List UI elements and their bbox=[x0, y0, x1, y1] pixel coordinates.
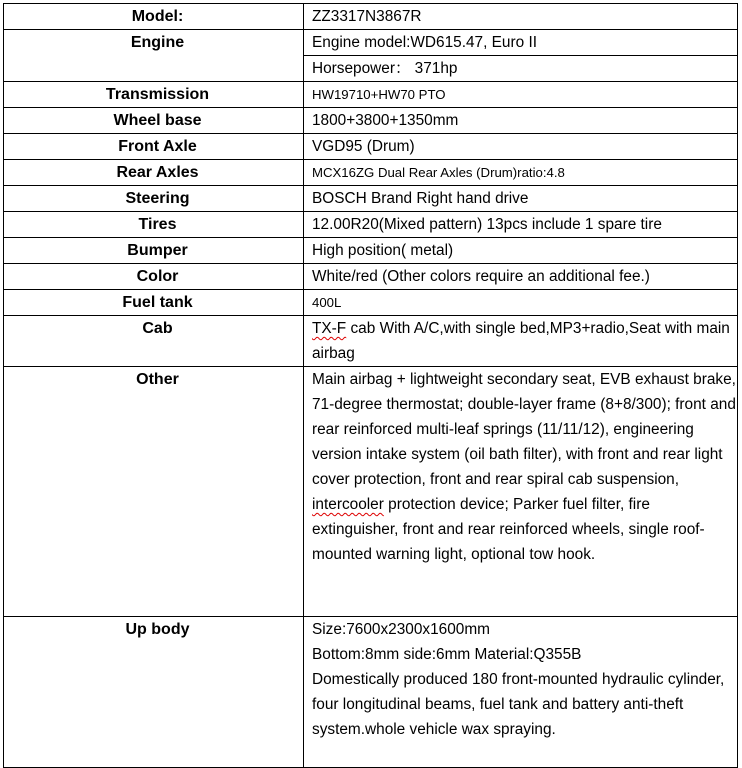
row-value-other bbox=[304, 367, 738, 617]
table-row bbox=[4, 290, 738, 316]
table-row bbox=[4, 238, 738, 264]
row-label-model: Model: bbox=[4, 4, 304, 30]
table-row bbox=[4, 108, 738, 134]
other-text-part-1: Main airbag + lightweight secondary seat, EVB exhaust brake, 71-degree thermostat; double-layer frame (8+8/300); front and rear reinforced multi-leaf springs (11/11/12), engineering version intake system (oil bath filter), with front and rear light cover protection, front and rear spiral cab suspension, bbox=[312, 371, 736, 488]
spec-table bbox=[3, 3, 738, 768]
row-value-wheel-base: 1800+3800+1350mm bbox=[304, 108, 738, 134]
table-row bbox=[4, 617, 738, 768]
row-value-model: ZZ3317N3867R bbox=[304, 4, 738, 30]
table-row bbox=[4, 134, 738, 160]
table-row bbox=[4, 264, 738, 290]
table-row bbox=[4, 316, 738, 367]
row-value-steering: BOSCH Brand Right hand drive bbox=[304, 186, 738, 212]
other-text-part-2: protection device; Parker fuel filter, fire extinguisher, front and rear reinforced wheels, single roof-mounted warning light, optional tow hook. bbox=[312, 496, 705, 563]
row-value-color: White/red (Other colors require an additional fee.) bbox=[304, 264, 738, 290]
row-value-transmission: HW19710+HW70 PTO bbox=[304, 82, 738, 108]
row-value-horsepower: Horsepower： 371hp bbox=[304, 56, 738, 82]
table-row bbox=[4, 160, 738, 186]
cab-model-text: TX-F bbox=[312, 320, 347, 337]
row-label-transmission: Transmission bbox=[4, 82, 304, 108]
row-value-bumper: High position( metal) bbox=[304, 238, 738, 264]
table-row bbox=[4, 4, 738, 30]
row-value-tires: 12.00R20(Mixed pattern) 13pcs include 1 spare tire bbox=[304, 212, 738, 238]
up-body-size: Size:7600x2300x1600mm bbox=[312, 621, 490, 638]
row-label-up-body: Up body bbox=[4, 617, 304, 768]
row-label-rear-axles: Rear Axles bbox=[4, 160, 304, 186]
row-label-other: Other bbox=[4, 367, 304, 617]
up-body-material: Bottom:8mm side:6mm Material:Q355B bbox=[312, 646, 582, 663]
row-label-tires: Tires bbox=[4, 212, 304, 238]
table-row bbox=[4, 212, 738, 238]
row-value-front-axle: VGD95 (Drum) bbox=[304, 134, 738, 160]
other-text-squiggly-word: intercooler bbox=[312, 496, 384, 513]
row-value-cab bbox=[304, 316, 738, 367]
row-label-engine: Engine bbox=[4, 30, 304, 82]
row-label-wheel-base: Wheel base bbox=[4, 108, 304, 134]
row-label-bumper: Bumper bbox=[4, 238, 304, 264]
table-row bbox=[4, 186, 738, 212]
table-row bbox=[4, 82, 738, 108]
row-label-fuel-tank: Fuel tank bbox=[4, 290, 304, 316]
row-label-steering: Steering bbox=[4, 186, 304, 212]
row-value-rear-axles: MCX16ZG Dual Rear Axles (Drum)ratio:4.8 bbox=[304, 160, 738, 186]
table-row bbox=[4, 30, 738, 56]
row-label-color: Color bbox=[4, 264, 304, 290]
row-label-cab: Cab bbox=[4, 316, 304, 367]
row-label-front-axle: Front Axle bbox=[4, 134, 304, 160]
row-value-up-body bbox=[304, 617, 738, 768]
cab-description-text: cab With A/C,with single bed,MP3+radio,Seat with main airbag bbox=[312, 320, 730, 362]
table-row bbox=[4, 367, 738, 617]
up-body-description: Domestically produced 180 front-mounted hydraulic cylinder, four longitudinal beams, fuel tank and battery anti-theft system.whole vehicle wax spraying. bbox=[312, 671, 725, 738]
row-value-engine-model: Engine model:WD615.47, Euro II bbox=[304, 30, 738, 56]
row-value-fuel-tank: 400L bbox=[304, 290, 738, 316]
